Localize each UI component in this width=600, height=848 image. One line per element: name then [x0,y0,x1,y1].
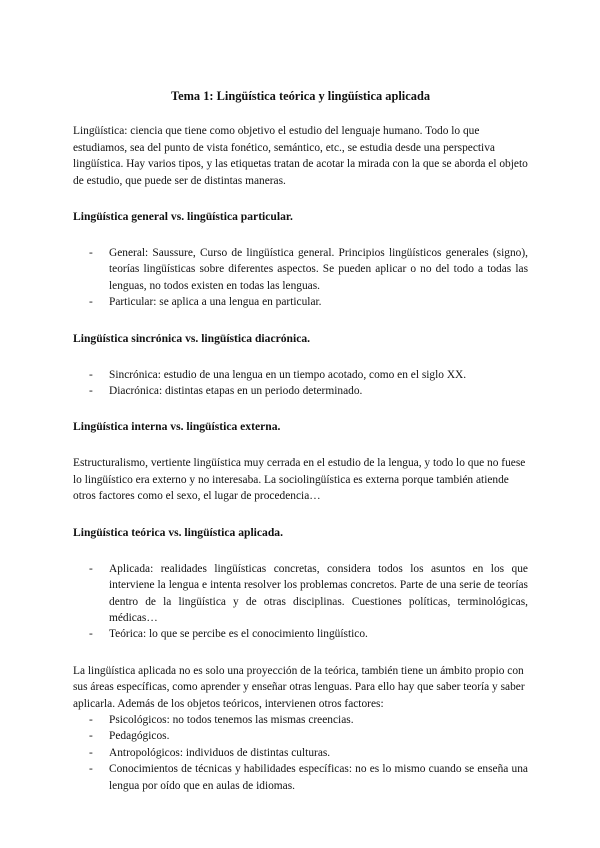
list-item: - Conocimientos de técnicas y habilidades específicas: no es lo mismo cuando se enseña una lengua por oído que en aulas de idiomas. [109,761,528,794]
list-item: - Sincrónica: estudio de una lengua en un tiempo acotado, como en el siglo XX. [109,367,528,383]
closing-paragraph: La lingüística aplicada no es solo una proyección de la teórica, también tiene un ámbito propio con sus áreas específicas, como aprender y enseñar otras lenguas. Para ello hay que saber teoría y saber aplicarla. Además de los objetos teóricos, intervienen otros factores: [73,664,525,710]
list-item: - Particular: se aplica a una lengua en particular. [109,294,528,310]
list-item: - Psicológicos: no todos tenemos las mismas creencias. [109,712,528,728]
list-item: - Diacrónica: distintas etapas en un periodo determinado. [109,383,528,399]
section-heading-teorica-aplicada: Lingüística teórica vs. lingüística aplicada. [73,525,283,539]
list-teorica-aplicada [73,561,528,643]
section-heading-sincronica-diacronica: Lingüística sincrónica vs. lingüística diacrónica. [73,331,311,345]
list-general-particular [73,245,528,311]
list-item: - General: Saussure, Curso de lingüística general. Principios lingüísticos generales (signo), teorías lingüísticas sobre diferentes aspectos. Se pueden aplicar o no del todo a todas las lenguas, no todos existen en todas las lenguas. [109,245,528,294]
section-heading-general-particular: Lingüística general vs. lingüística particular. [73,210,293,224]
list-item: - Teórica: lo que se percibe es el conocimiento lingüístico. [109,626,528,642]
intro-paragraph: Lingüística: ciencia que tiene como objetivo el estudio del lenguaje humano. Todo lo que estudiamos, sea del punto de vista fonético, semántico, etc., se estudia desde una perspectiva lingüística. Hay varios tipos, y las etiquetas tratan de acotar la mirada con la que se aborda el objeto de estudio, que puede ser de distintas maneras. [73,125,528,187]
list-sincronica-diacronica [73,367,528,400]
list-item: - Pedagógicos. [109,728,528,744]
document-title: Tema 1: Lingüística teórica y lingüística aplicada [170,89,431,103]
list-factores [73,712,528,794]
section-heading-interna-externa: Lingüística interna vs. lingüística externa. [73,420,281,434]
list-item: - Antropológicos: individuos de distintas culturas. [109,745,528,761]
interna-externa-paragraph: Estructuralismo, vertiente lingüística muy cerrada en el estudio de la lengua, y todo lo que no fuese lo lingüístico era externo y no interesaba. La sociolingüística es externa porque también atiende otros factores como el sexo, el lugar de procedencia… [73,457,526,503]
list-item: - Aplicada: realidades lingüísticas concretas, considera todos los asuntos en los que interviene la lengua e intenta resolver los problemas concretos. Parte de una serie de teorías dentro de la lingüística y de otras disciplinas. Cuestiones políticas, terminológicas, médicas… [109,561,528,627]
